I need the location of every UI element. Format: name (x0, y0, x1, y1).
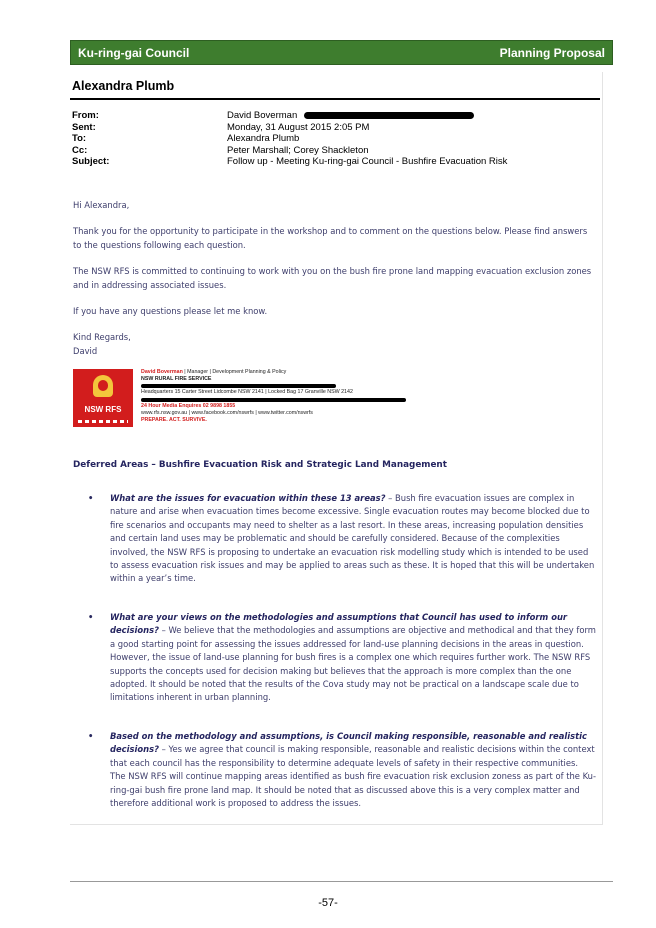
signature-title: | Manager | Development Planning & Policy (182, 369, 287, 375)
email-to-row (72, 133, 602, 145)
email-header-fields (72, 110, 602, 168)
signature-address: Headquarters 15 Carter Street Lidcombe NSW 2141 | Locked Bag 17 Granville NSW 2142 (141, 389, 353, 396)
field-value: Monday, 31 August 2015 2:05 PM (227, 121, 370, 133)
header-document-type: Planning Proposal (499, 45, 605, 60)
logo-label: NSW RFS (84, 405, 122, 414)
answer-text: – We believe that the methodologies and assumptions are objective and methodical and that they form a good starting point for assessing the issues addressed for land-use planning decisions in the areas in question. However, the issue of land-use planning for bush fires is a complex one which requires further work. The NSW RFS supports the concepts used for decision making but believes that the approach is more complex than the one adopted. It should be noted that the results of the Cova study may not be practical on a landscape scale due to limitations inherent in urban planning. (110, 625, 596, 703)
header-council-name: Ku-ring-gai Council (78, 45, 190, 60)
list-item (88, 492, 596, 586)
bullet-icon: • (88, 612, 94, 622)
email-sent-row (72, 122, 602, 134)
field-label: Subject: (72, 156, 110, 168)
rfs-crest-icon (93, 375, 113, 397)
redaction-bar (141, 398, 406, 402)
field-label: From: (72, 110, 99, 121)
bullet-icon: • (88, 493, 94, 503)
bullet-icon: • (88, 731, 94, 741)
nsw-rfs-logo (73, 369, 133, 427)
redaction-bar (141, 384, 336, 388)
signature-text (141, 369, 406, 427)
page-number: -57- (318, 897, 338, 909)
field-label: Cc: (72, 144, 88, 156)
email-closing: Kind Regards, (73, 332, 131, 343)
logo-stripes (78, 420, 128, 423)
email-recipient-name: Alexandra Plumb (72, 79, 175, 93)
list-item (88, 611, 596, 705)
list-item (88, 730, 596, 810)
email-signoff: David (73, 345, 98, 356)
header-divider (70, 98, 600, 100)
question-text: Based on the methodology and assumptions, is Council making responsible, reasonable and realistic decisions? (110, 731, 587, 755)
field-label: Sent: (72, 121, 96, 133)
signature-organisation: NSW RURAL FIRE SERVICE (141, 376, 212, 383)
email-paragraph: If you have any questions please let me know. (73, 306, 268, 317)
email-from-row (72, 110, 602, 122)
answer-text: – Bush fire evacuation issues are complex in nature and arise when evacuation times become excessive. Single evacuation routes may become blocked due to fire scenarios and occupants may need to shelter as a last resort. In these areas, increasing population densities and certain land uses may be problematic and should be carefully considered. Because of the complexities involved, the NSW RFS is proposing to undertake an evacuation risk modelling study which is intended to be used to assess evacuation risk issues and may be applied to areas such as these. It is hoped that this will be undertaken within a year’s time. (110, 493, 595, 584)
email-greeting: Hi Alexandra, (73, 200, 130, 210)
field-value: David Boverman (227, 110, 298, 121)
signature-name: David Boverman (141, 369, 183, 375)
signature-slogan: PREPARE. ACT. SURVIVE. (141, 417, 207, 424)
email-cc-row (72, 145, 602, 157)
email-body (73, 199, 593, 358)
document-header-bar (70, 40, 613, 65)
redaction-bar (304, 112, 474, 119)
field-value: Alexandra Plumb (227, 133, 300, 145)
email-printout (70, 72, 603, 825)
answer-text: – Yes we agree that council is making responsible, reasonable and realistic decisions within the context that each council has the responsibility to determine adequate levels of safety in their respective communities. The NSW RFS will continue mapping areas identified as bush fire evacuation risk exclusion zoness as part of the Ku-ring-gai bush fire prone land map. It should be noted that as discussed above this is a very complex matter and therefore additional work is proposed to address the issues. (110, 744, 597, 809)
section-title: Deferred Areas – Bushfire Evacuation Risk and Strategic Land Management (73, 460, 447, 470)
signature-media-line: 24 Hour Media Enquires 02 9898 1855 (141, 402, 236, 409)
field-label: To: (72, 133, 87, 145)
email-signature-block (73, 369, 406, 427)
question-text: What are your views on the methodologies and assumptions that Council has used to inform our decisions? (110, 612, 568, 636)
footer-divider (70, 881, 613, 882)
email-paragraph: The NSW RFS is committed to continuing to work with you on the bush fire prone land mapping evacuation exclusion zones and in addressing associated issues. (73, 266, 592, 290)
field-value: Follow up - Meeting Ku-ring-gai Council - Bushfire Evacuation Risk (227, 156, 508, 168)
email-subject-row (72, 156, 602, 168)
email-paragraph: Thank you for the opportunity to participate in the workshop and to comment on the questions below. Please find answers to the questions following each question. (73, 226, 588, 250)
field-value: Peter Marshall; Corey Shackleton (227, 144, 369, 156)
question-text: What are the issues for evacuation within these 13 areas? (110, 493, 386, 503)
signature-web-links: www.rfs.nsw.gov.au | www.facebook.com/nswrfs | www.twitter.com/nswrfs (141, 409, 313, 416)
